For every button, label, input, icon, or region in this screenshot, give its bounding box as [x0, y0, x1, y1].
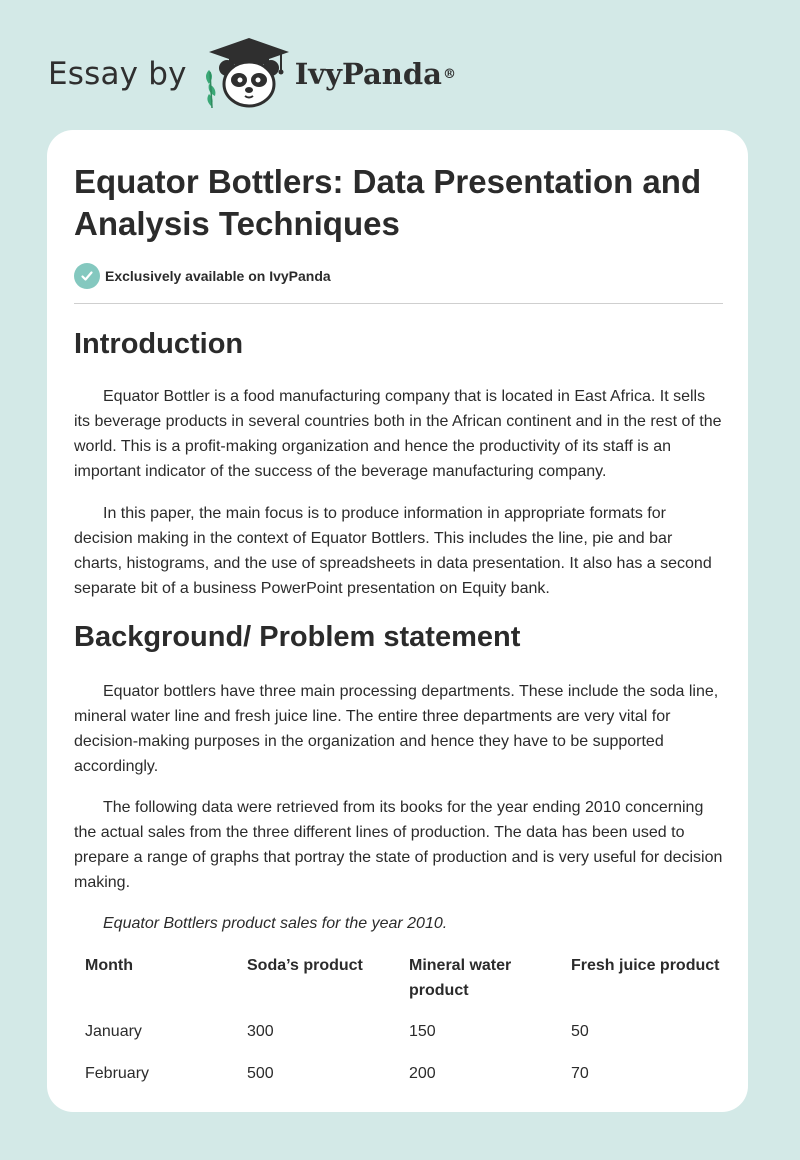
panda-graduate-logo-icon	[201, 36, 297, 112]
paragraph: The following data were retrieved from its books for the year ending 2010 concerning the actual sales from the three different lines of production. The data has been used to prepare a range of graphs that portray the state of production and is very useful for decision making.	[74, 799, 723, 891]
table-caption: Equator Bottlers product sales for the year 2010.	[103, 915, 448, 932]
exclusive-badge-text: Exclusively available on IvyPanda	[105, 268, 331, 284]
table-cell: 70	[571, 1065, 589, 1082]
section-heading-introduction: Introduction	[74, 328, 244, 360]
brand-header	[48, 34, 456, 114]
brand-registered-mark: ®	[442, 66, 456, 82]
brand-prefix: Essay by	[48, 56, 187, 92]
table-cell: 300	[247, 1023, 274, 1040]
table-header-cell: Fresh juice product	[571, 957, 720, 974]
table-cell: 200	[409, 1065, 436, 1082]
table-cell: 500	[247, 1065, 274, 1082]
paragraph: Equator Bottler is a food manufacturing company that is located in East Africa. It sells its beverage products in several countries both in the African continent and in the rest of the world. This is a profit-making organization and hence the productivity of its staff is an important indicator of the success of the beverage manufacturing company.	[74, 388, 722, 480]
table-cell: 150	[409, 1023, 436, 1040]
paragraph: In this paper, the main focus is to produce information in appropriate formats for decision making in the context of Equator Bottlers. This includes the line, pie and bar charts, histograms, and the use of spreadsheets in data presentation. It also has a second separate bit of a business PowerPoint presentation on Equity bank.	[74, 505, 712, 597]
paragraph: Equator bottlers have three main processing departments. These include the soda line, mineral water line and fresh juice line. The entire three departments are very vital for decision-making purposes in the organization and hence they have to be supported accordingly.	[74, 683, 719, 775]
table-header-cell: Month	[85, 957, 133, 974]
table-cell: February	[85, 1065, 150, 1082]
section-heading-background: Background/ Problem statement	[74, 621, 521, 653]
table-header-cell: Mineral water product	[409, 957, 512, 999]
title-divider	[74, 303, 723, 304]
check-circle-icon	[74, 263, 100, 289]
exclusive-badge	[74, 263, 331, 289]
table-row	[74, 1019, 724, 1044]
article-title: Equator Bottlers: Data Presentation and Analysis Techniques	[74, 163, 702, 242]
table-cell: 50	[571, 1023, 589, 1040]
table-header-cell: Soda’s product	[247, 957, 363, 974]
article-card	[47, 130, 748, 1112]
table-header-row	[74, 953, 724, 1003]
brand-name: IvyPanda	[294, 57, 442, 91]
table-cell: January	[85, 1023, 142, 1040]
table-row	[74, 1061, 724, 1086]
